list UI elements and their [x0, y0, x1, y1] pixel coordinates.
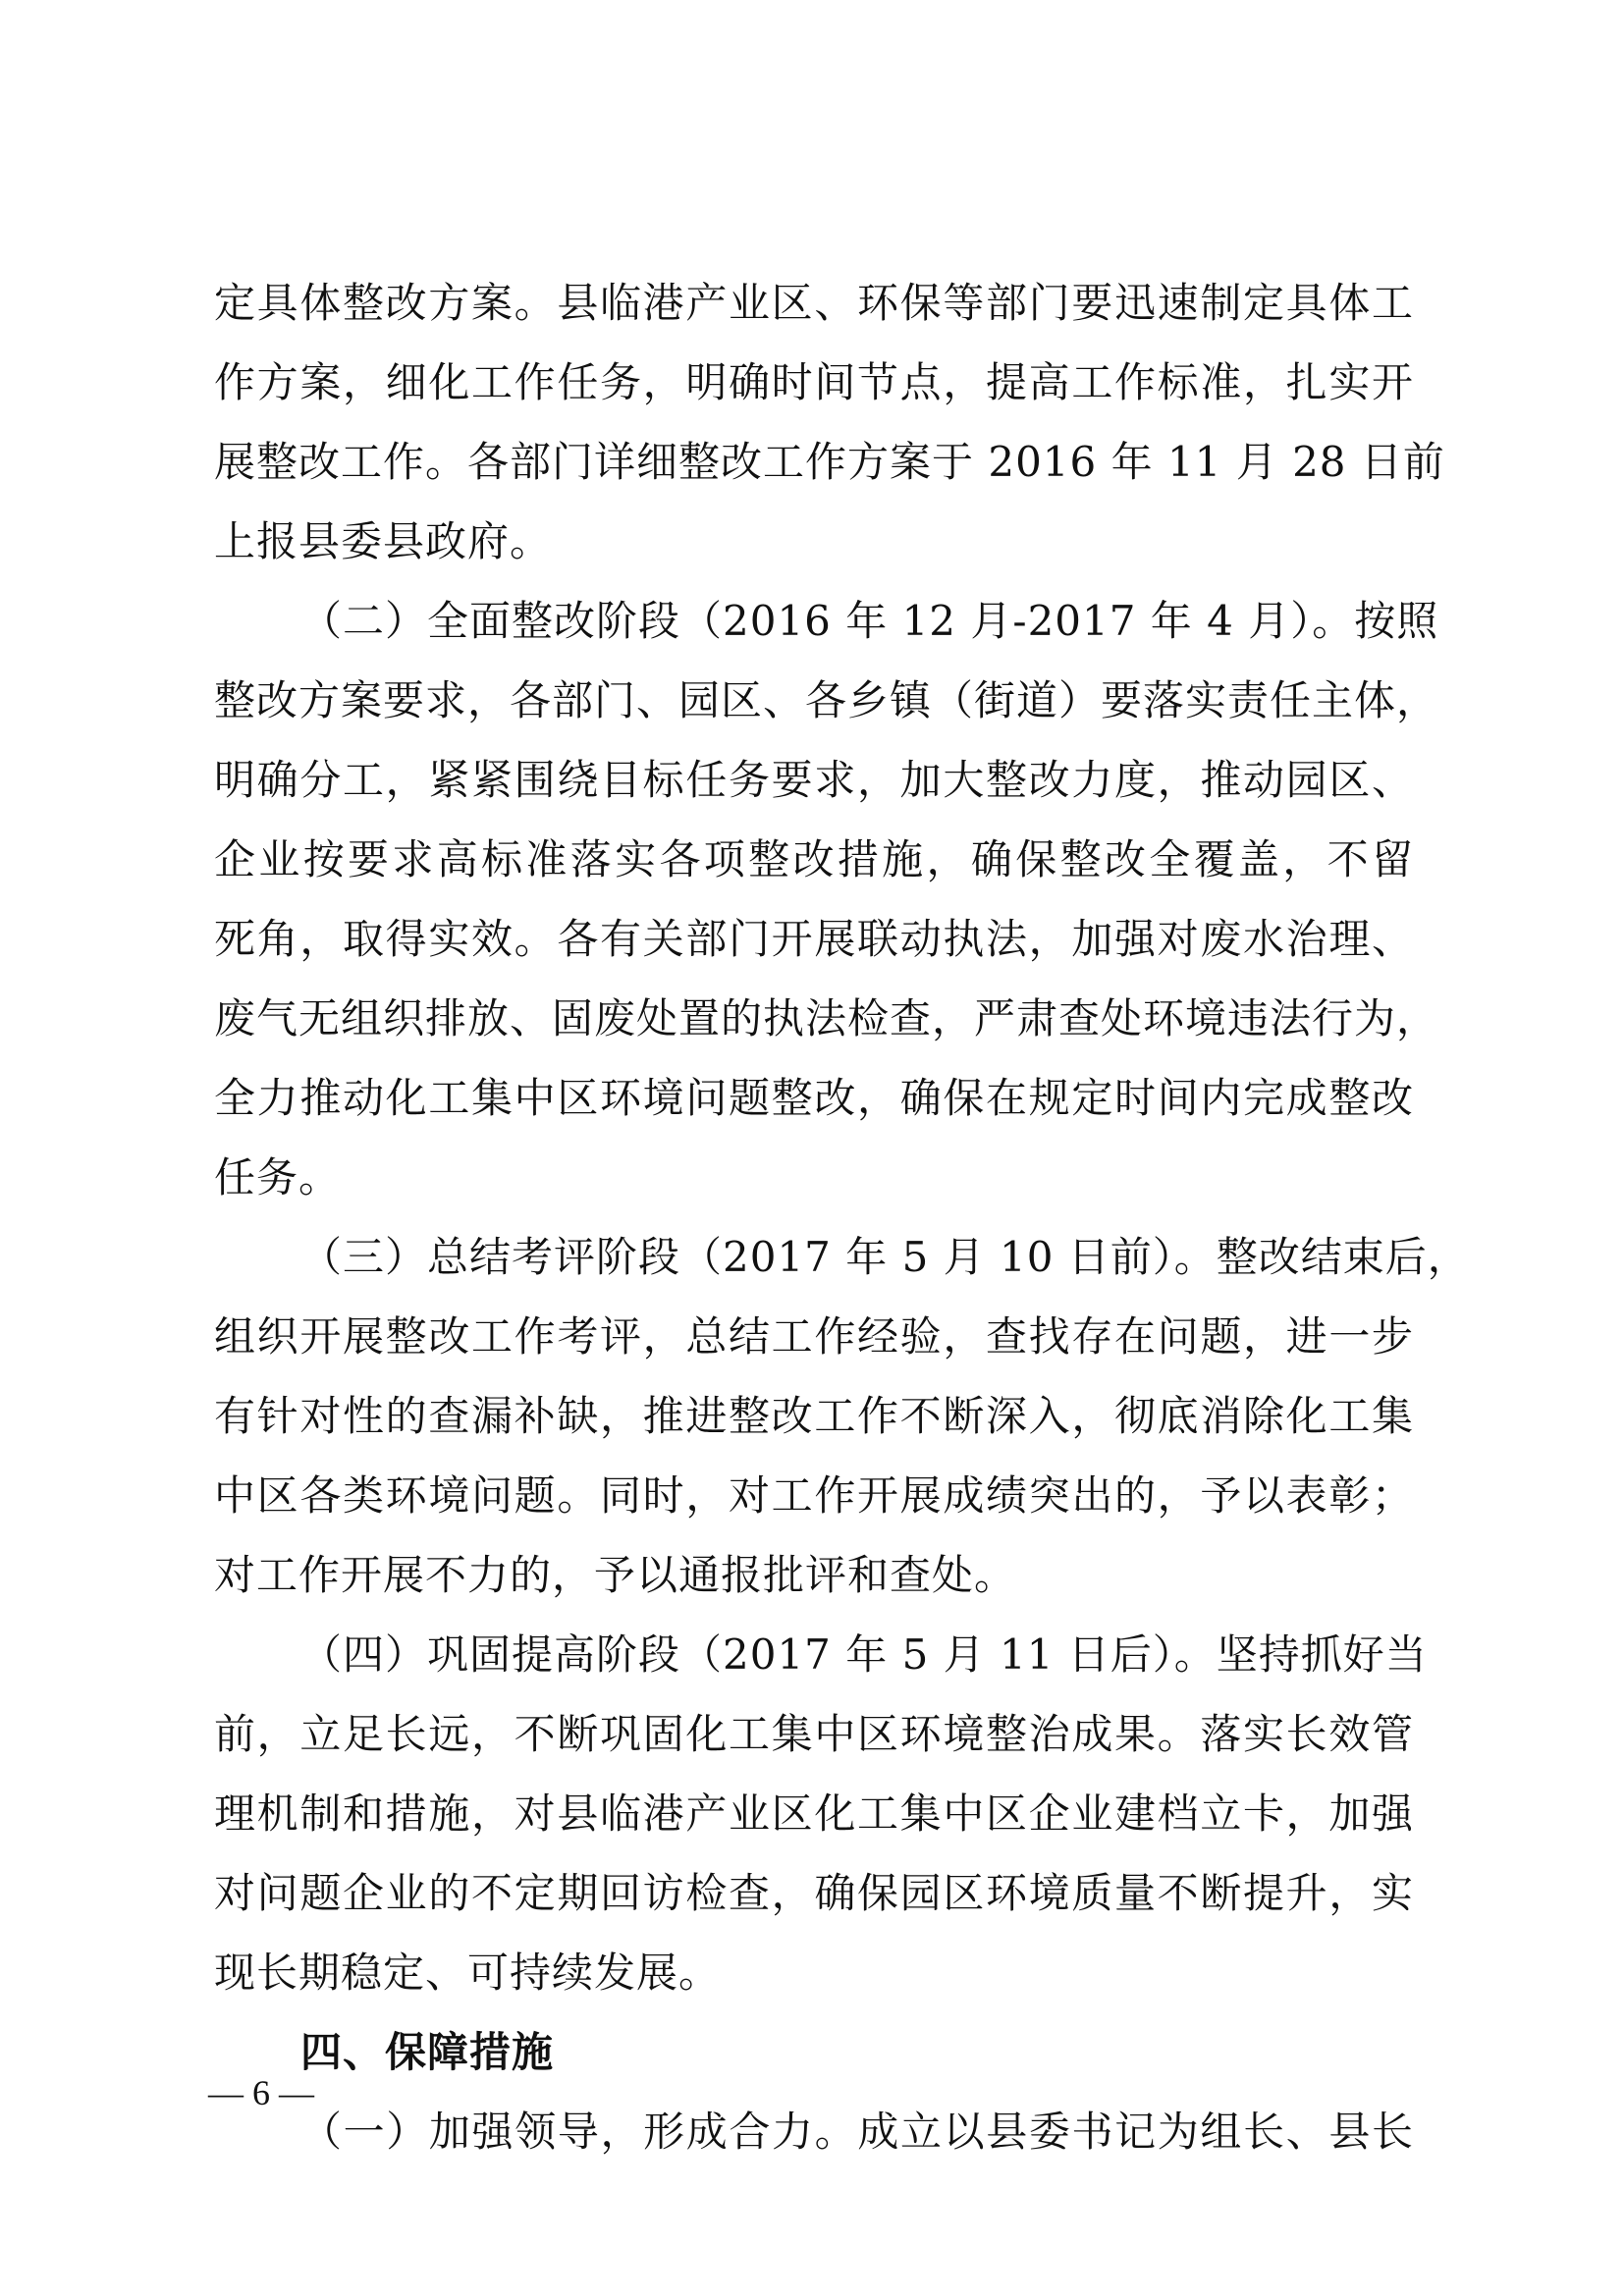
- text-line: 定具体整改方案。县临港产业区、环保等部门要迅速制定具体工: [214, 279, 1414, 327]
- text-line: （三）总结考评阶段（2017 年 5 月 10 日前）。整改结束后，: [300, 1233, 1470, 1281]
- text-line: 中区各类环境问题。同时，对工作开展成绩突出的，予以表彰；: [214, 1471, 1414, 1520]
- text-line: 展整改工作。各部门详细整改工作方案于 2016 年 11 月 28 日前: [214, 438, 1445, 486]
- text-line: 全力推动化工集中区环境问题整改，确保在规定时间内完成整改: [214, 1074, 1414, 1122]
- text-line: 整改方案要求，各部门、园区、各乡镇（街道）要落实责任主体，: [214, 676, 1439, 724]
- text-line: 对问题企业的不定期回访检查，确保园区环境质量不断提升，实: [214, 1869, 1414, 1917]
- page-number: — 6 —: [208, 2073, 314, 2112]
- text-line: 四、保障措施: [300, 2028, 555, 2076]
- text-line: 明确分工，紧紧围绕目标任务要求，加大整改力度，推动园区、: [214, 756, 1414, 804]
- text-line: 有针对性的查漏补缺，推进整改工作不断深入，彻底消除化工集: [214, 1392, 1414, 1440]
- text-line: 上报县委县政府。: [214, 517, 553, 565]
- text-line: （二）全面整改阶段（2016 年 12 月-2017 年 4 月）。按照: [300, 597, 1439, 645]
- text-line: 对工作开展不力的，予以通报批评和查处。: [214, 1551, 1017, 1599]
- text-line: （四）巩固提高阶段（2017 年 5 月 11 日后）。坚持抓好当: [300, 1630, 1428, 1679]
- text-line: 现长期稳定、可持续发展。: [214, 1949, 722, 1997]
- text-line: 任务。: [214, 1153, 342, 1201]
- text-line: 作方案，细化工作任务，明确时间节点，提高工作标准，扎实开: [214, 358, 1414, 406]
- text-line: （一）加强领导，形成合力。成立以县委书记为组长、县长: [300, 2108, 1414, 2156]
- text-line: 组织开展整改工作考评，总结工作经验，查找存在问题，进一步: [214, 1312, 1414, 1361]
- text-line: 理机制和措施，对县临港产业区化工集中区企业建档立卡，加强: [214, 1789, 1414, 1838]
- text-line: 企业按要求高标准落实各项整改措施，确保整改全覆盖，不留: [214, 835, 1414, 883]
- text-line: 前，立足长远，不断巩固化工集中区环境整治成果。落实长效管: [214, 1710, 1414, 1758]
- document-body: [214, 263, 1470, 2171]
- text-line: 死角，取得实效。各有关部门开展联动执法，加强对废水治理、: [214, 915, 1414, 963]
- text-line: 废气无组织排放、固废处置的执法检查，严肃查处环境违法行为，: [214, 994, 1439, 1042]
